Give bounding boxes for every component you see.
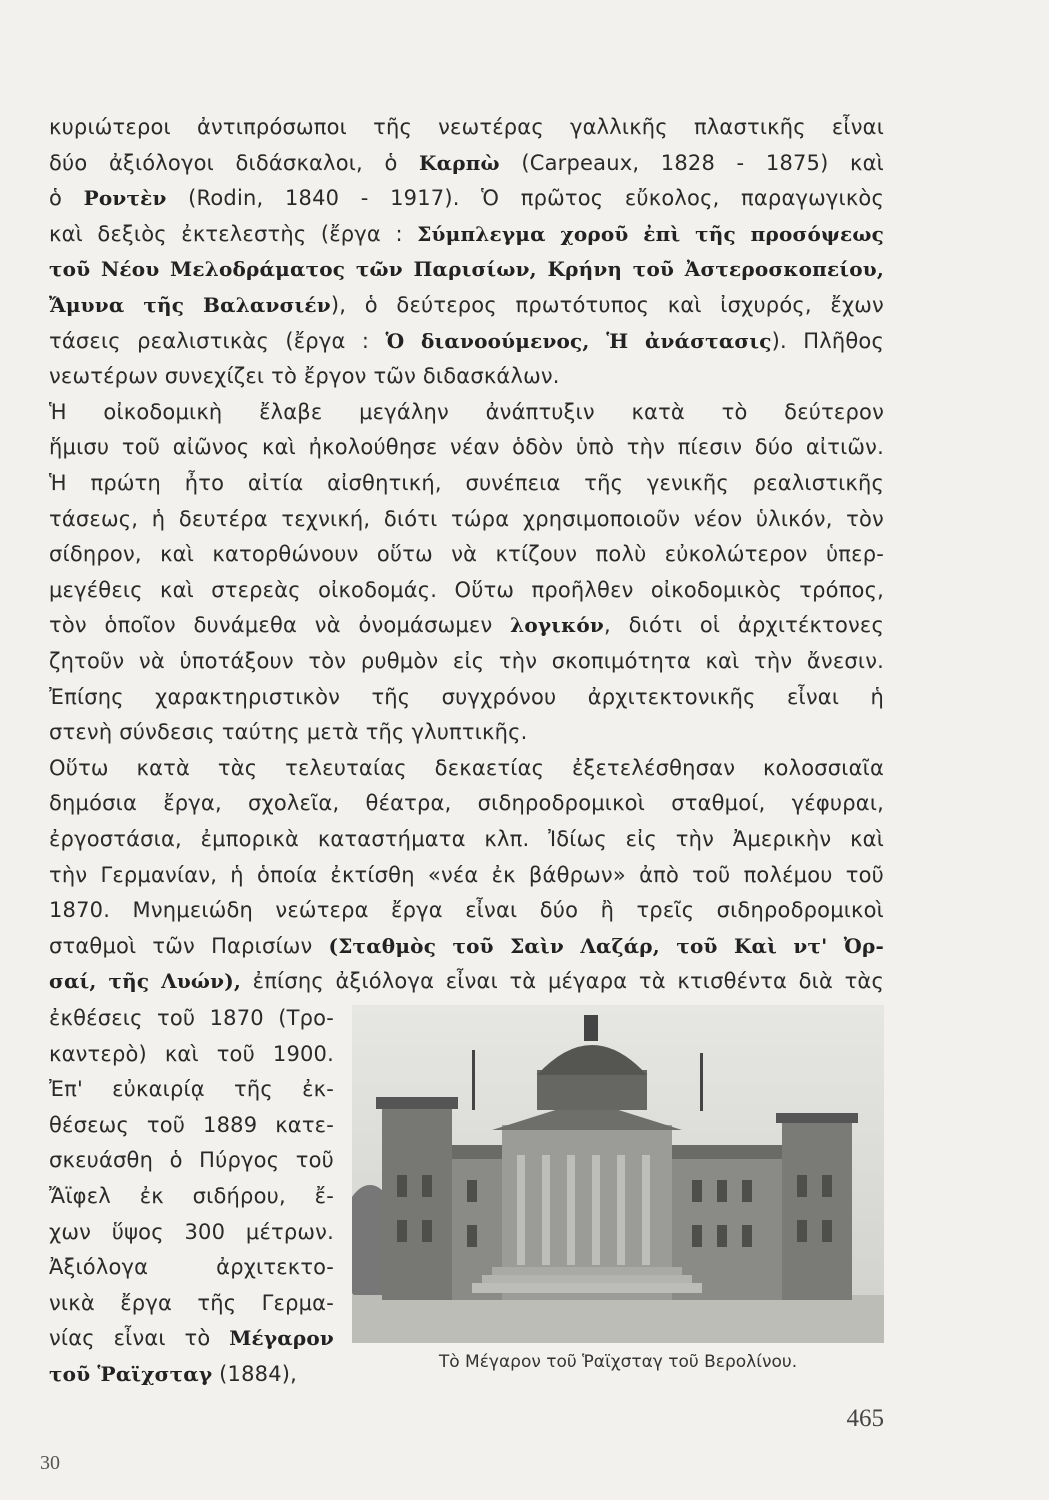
text-line: νεωτέρων συνεχίζει τὸ ἔργον τῶν διδασκάλων.	[49, 364, 560, 389]
side-text-line: Ἐπ' εὐκαιρίᾳ τῆς ἐκ-	[49, 1077, 334, 1102]
side-text-line: ἐκθέσεις τοῦ 1870 (Τρο-	[49, 1006, 334, 1030]
text-line: κυριώτεροι ἀντιπρόσωποι τῆς νεωτέρας γαλλικῆς πλαστικῆς εἶναι	[49, 115, 884, 139]
text-line: Ἡ πρώτη ἦτο αἰτία αἰσθητική, συνέπεια τῆς γενικῆς ρεαλιστικῆς	[49, 471, 884, 495]
text-line: μεγέθεις καὶ στερεὰς οἰκοδομάς. Οὕτω προῆλθεν οἰκοδομικὸς τρόπος,	[49, 577, 884, 602]
text-line: ὁ Ροντὲν (Rodin, 1840 - 1917). Ὁ πρῶτος εὔκολος, παραγωγικὸς	[49, 186, 884, 211]
text-line: 1870. Μνημειώδη νεώτερα ἔργα εἶναι δύο ἢ τρεῖς σιδηροδρομικοὶ	[49, 898, 884, 923]
reichstag-building-image	[352, 1005, 884, 1343]
side-text-line: θέσεως τοῦ 1889 κατε-	[49, 1112, 334, 1137]
text-line: τὴν Γερμανίαν, ἡ ὁποία ἐκτίσθη «νέα ἐκ βάθρων» ἀπὸ τοῦ πολέμου τοῦ	[49, 862, 884, 887]
side-text-line: νικὰ ἔργα τῆς Γερμα-	[49, 1290, 334, 1315]
side-text-line: σκευάσθη ὁ Πύργος τοῦ	[49, 1148, 334, 1173]
side-text-line: Ἄϊφελ ἐκ σιδήρου, ἔ-	[49, 1184, 334, 1208]
text-line: Ἡ οἰκοδομικὴ ἔλαβε μεγάλην ἀνάπτυξιν κατὰ τὸ δεύτερον	[49, 399, 884, 424]
side-text-line: χων ὕψος 300 μέτρων.	[49, 1219, 334, 1244]
text-line: στενὴ σύνδεσις ταύτης μετὰ τῆς γλυπτικῆς.	[49, 720, 528, 745]
page-number: 465	[846, 1405, 884, 1432]
text-line: σταθμοὶ τῶν Παρισίων (Σταθμὸς τοῦ Σαὶν Λαζάρ, τοῦ Καὶ ντ' Ὀρ-	[49, 933, 884, 958]
photo-caption: Τὸ Μέγαρον τοῦ Ῥαϊχσταγ τοῦ Βερολίνου.	[438, 1352, 798, 1372]
side-text-line: νίας εἶναι τὸ Μέγαρον	[49, 1326, 334, 1351]
text-line: Οὕτω κατὰ τὰς τελευταίας δεκαετίας ἐξετελέσθησαν κολοσσιαῖα	[49, 755, 884, 780]
side-text-line: τοῦ Ῥαϊχσταγ (1884),	[49, 1362, 298, 1386]
text-line: τὸν ὁποῖον δυνάμεθα νὰ ὀνομάσωμεν λογικόν, διότι οἱ ἀρχιτέκτονες	[49, 613, 884, 638]
text-line: ζητοῦν νὰ ὑποτάξουν τὸν ρυθμὸν εἰς τὴν σκοπιμότητα καὶ τὴν ἄνεσιν.	[49, 649, 884, 673]
text-line: ἥμισυ τοῦ αἰῶνος καὶ ἠκολούθησε νέαν ὁδὸν ὑπὸ τὴν πίεσιν δύο αἰτιῶν.	[49, 435, 884, 460]
text-line: δημόσια ἔργα, σχολεῖα, θέατρα, σιδηροδρομικοὶ σταθμοί, γέφυραι,	[49, 791, 884, 816]
text-line: τάσεως, ἡ δευτέρα τεχνική, διότι τώρα χρησιμοποιοῦν νέον ὑλικόν, τὸν	[49, 506, 884, 531]
margin-page-number: 30	[40, 1452, 60, 1474]
text-line: τοῦ Νέου Μελοδράματος τῶν Παρισίων, Κρήνη τοῦ Ἀστεροσκοπείου,	[49, 257, 884, 282]
text-line: ἐργοστάσια, ἐμπορικὰ καταστήματα κλπ. Ἰδίως εἰς τὴν Ἀμερικὴν καὶ	[49, 827, 884, 851]
text-line: Ἄμυνα τῆς Βαλανσιέν), ὁ δεύτερος πρωτότυπος καὶ ἰσχυρός, ἔχων	[49, 293, 884, 317]
side-text-line: Ἀξιόλογα ἀρχιτεκτο-	[49, 1255, 334, 1280]
text-line: καὶ δεξιὸς ἐκτελεστὴς (ἔργα : Σύμπλεγμα χοροῦ ἐπὶ τῆς προσόψεως	[49, 221, 884, 246]
text-line: Ἐπίσης χαρακτηριστικὸν τῆς συγχρόνου ἀρχιτεκτονικῆς εἶναι ἡ	[49, 684, 884, 709]
text-line: τάσεις ρεαλιστικὰς (ἔργα : Ὁ διανοούμενος, Ἡ ἀνάστασις). Πλῆθος	[49, 328, 884, 353]
side-text-line: καντερὸ) καὶ τοῦ 1900.	[49, 1041, 334, 1066]
reichstag-photo	[352, 1005, 884, 1343]
text-line: δύο ἀξιόλογοι διδάσκαλοι, ὁ Καρπὼ (Carpeaux, 1828 - 1875) καὶ	[49, 150, 884, 175]
text-line: σαί, τῆς Λυών), ἐπίσης ἀξιόλογα εἶναι τὰ μέγαρα τὰ κτισθέντα διὰ τὰς	[49, 969, 884, 994]
text-line: σίδηρον, καὶ κατορθώνουν οὕτω νὰ κτίζουν πολὺ εὐκολώτερον ὑπερ-	[49, 542, 884, 567]
